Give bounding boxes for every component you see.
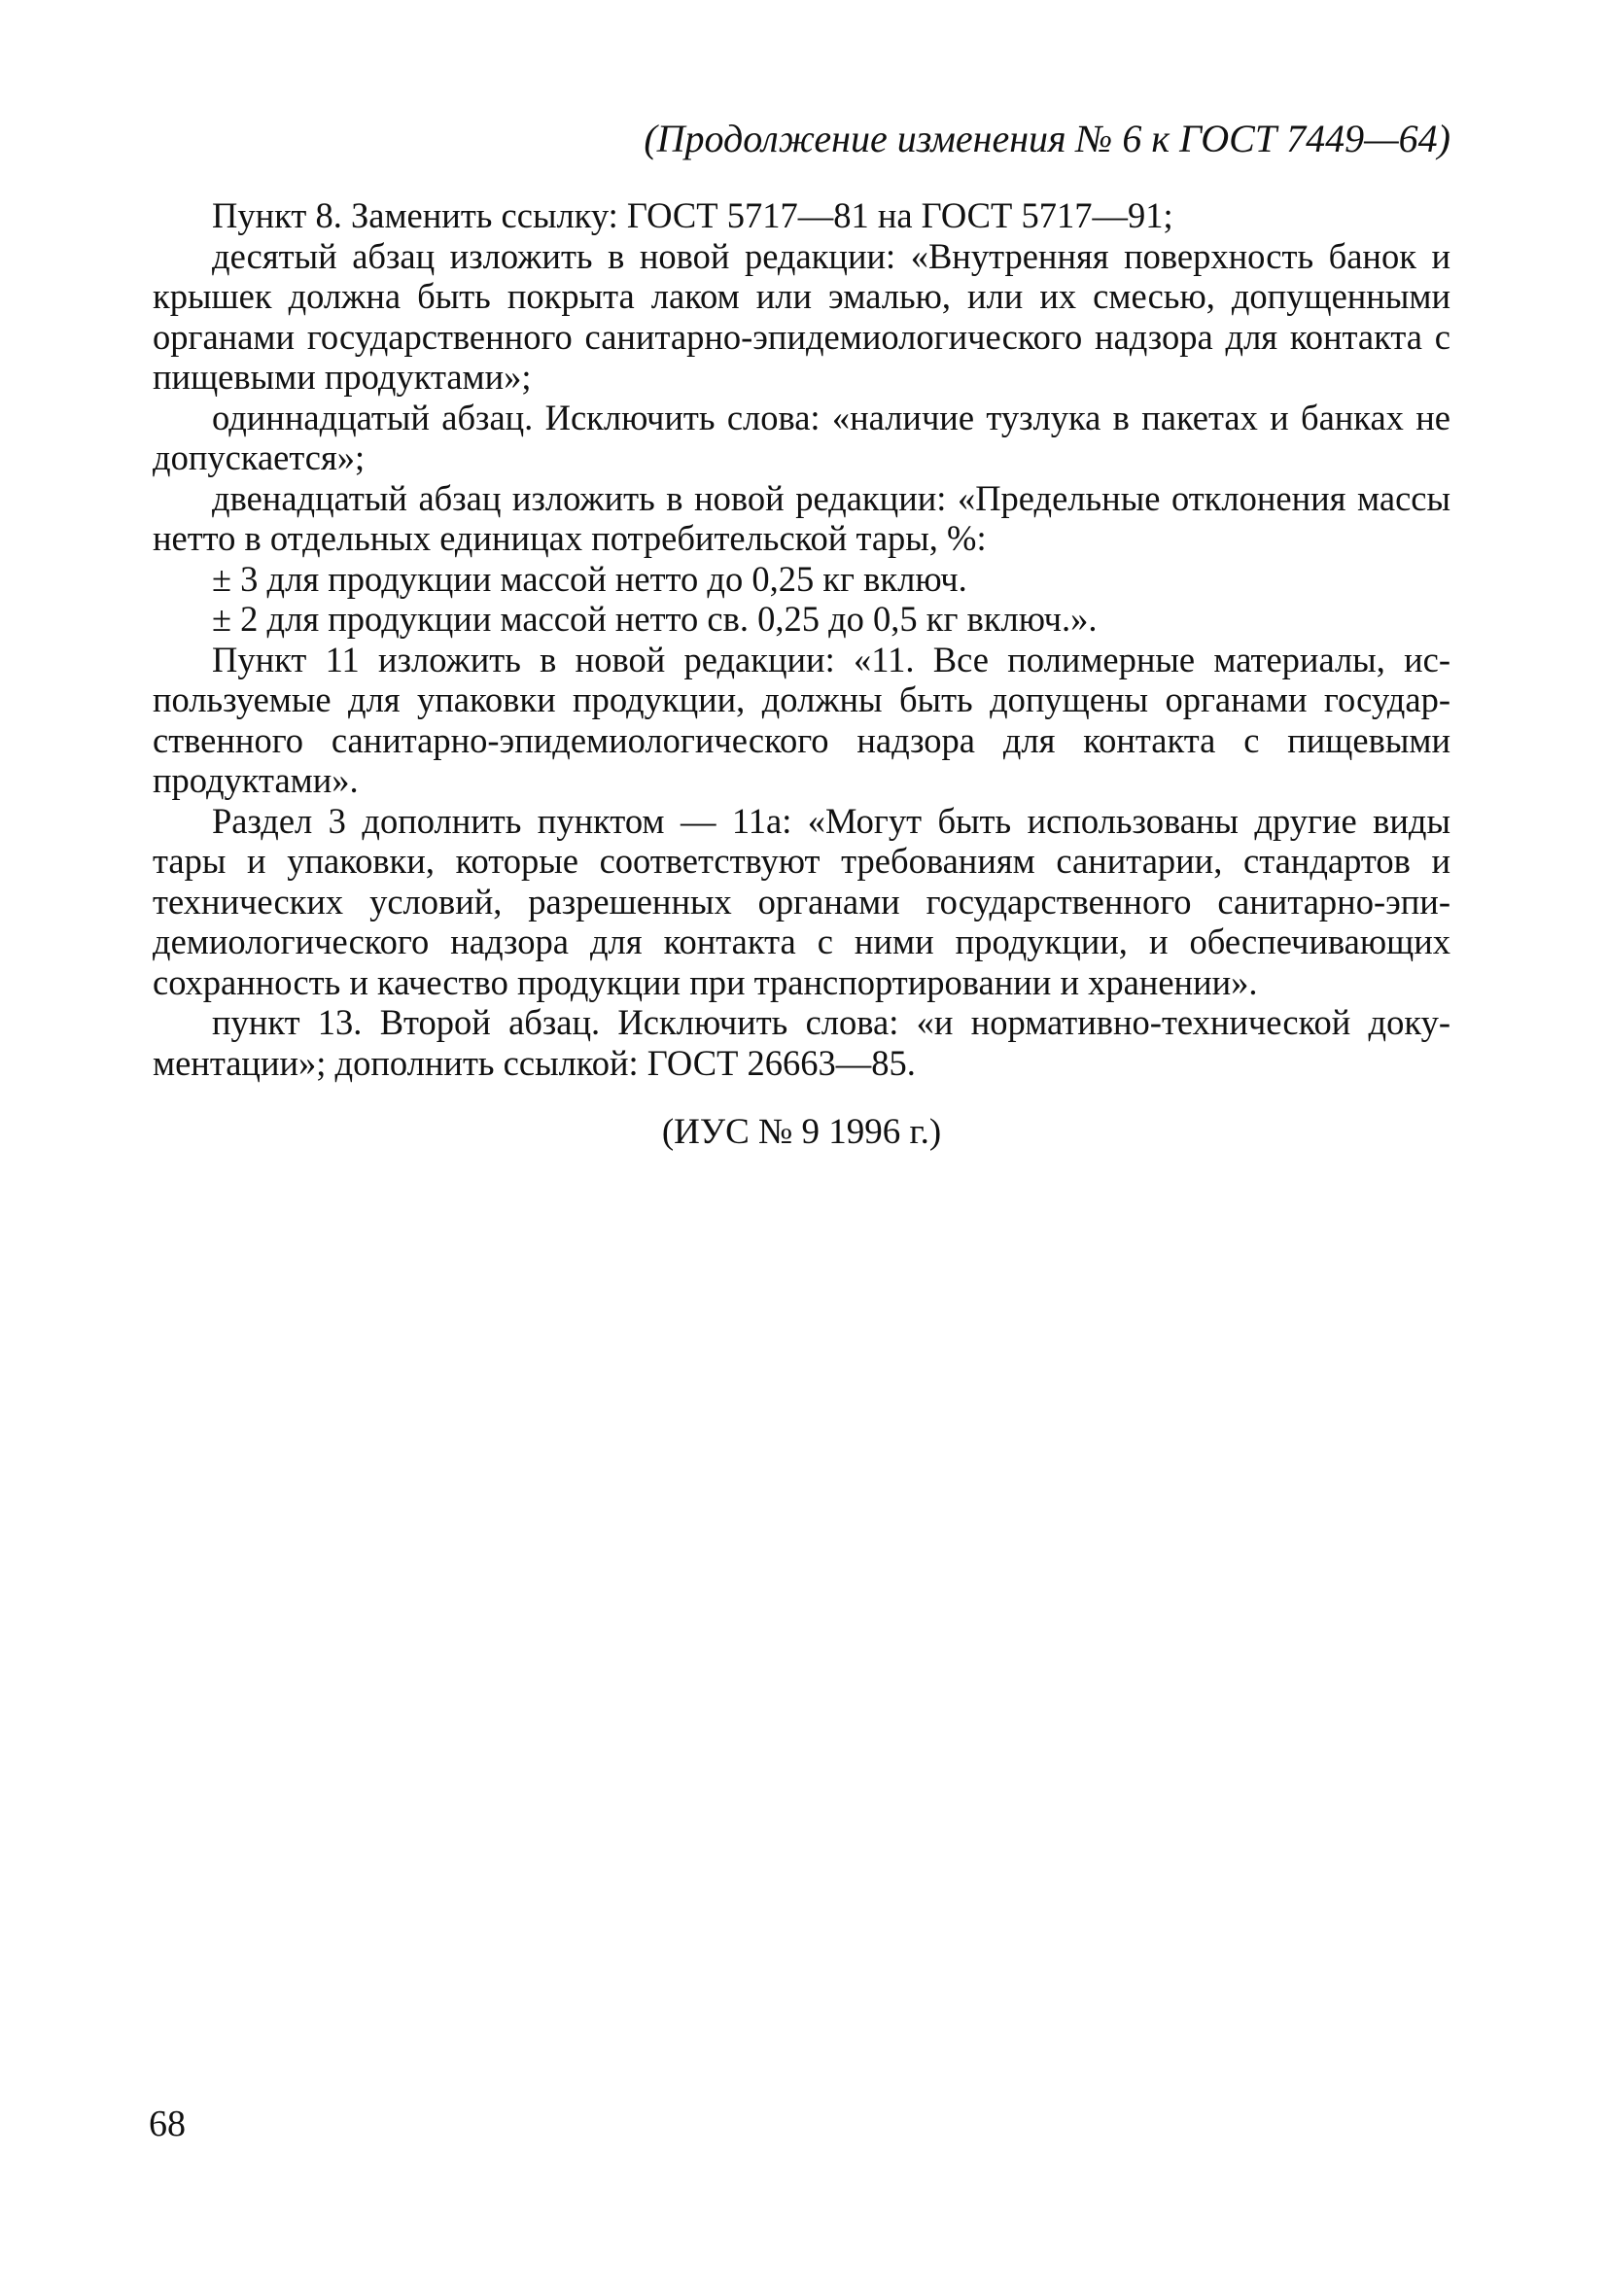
tolerance-line-1: ± 3 для продукции массой нетто до 0,25 кг включ. [212,558,967,599]
paragraph-item-13: пункт 13. Второй абзац. Исключить слова: «и нормативно-технической документации»; дополнить ссылкой: ГОСТ 26663—85. [153,1002,1450,1083]
paragraph-item-11: Пункт 11 изложить в новой редакции: «11. Все полимерные материалы, используемые для упаковки продукции, должны быть допущены органами государственного санитарно-эпидемиологического надзора для контакта с пищевыми продуктами». [153,639,1450,800]
tolerance-line-2: ± 2 для продукции массой нетто св. 0,25 до 0,5 кг включ.». [212,599,1098,639]
paragraph-eleventh-abzats: одиннадцатый абзац. Исключить слова: «наличие тузлука в пакетах и банках не допускается»; [153,397,1450,477]
paragraph-section-3: Раздел 3 дополнить пунктом — 11а: «Могут быть использованы другие виды тары и упаковки, которые соответствуют требованиям санитарии, стандартов и технических условий, разрешенных органами государственного санитарно-эпидемиологического надзора для контакта с ними продукции, и обеспечивающих сохранность и качество продукции при транспортировании и хранении». [153,800,1450,1002]
citation: (ИУС № 9 1996 г.) [661,1112,942,1152]
running-head: (Продолжение изменения № 6 к ГОСТ 7449—64) [644,117,1450,160]
paragraph-item-8: Пункт 8. Заменить ссылку: ГОСТ 5717—81 на ГОСТ 5717—91; [212,195,1173,235]
paragraph-tenth-abzats: десятый абзац изложить в новой редакции: «Внутренняя поверхность банок и крышек должна быть покрыта лаком или эмалью, или их смесью, допущенными органами государственного санитарно-эпидемиологического надзора для контакта с пищевыми продуктами»; [153,235,1450,397]
paragraph-twelfth-abzats: двенадцатый абзац изложить в новой редакции: «Предельные отклонения массы нетто в отдельных единицах потребительской тары, %: [153,477,1450,558]
page-number: 68 [149,2104,186,2144]
amendment-text [153,195,1450,1083]
